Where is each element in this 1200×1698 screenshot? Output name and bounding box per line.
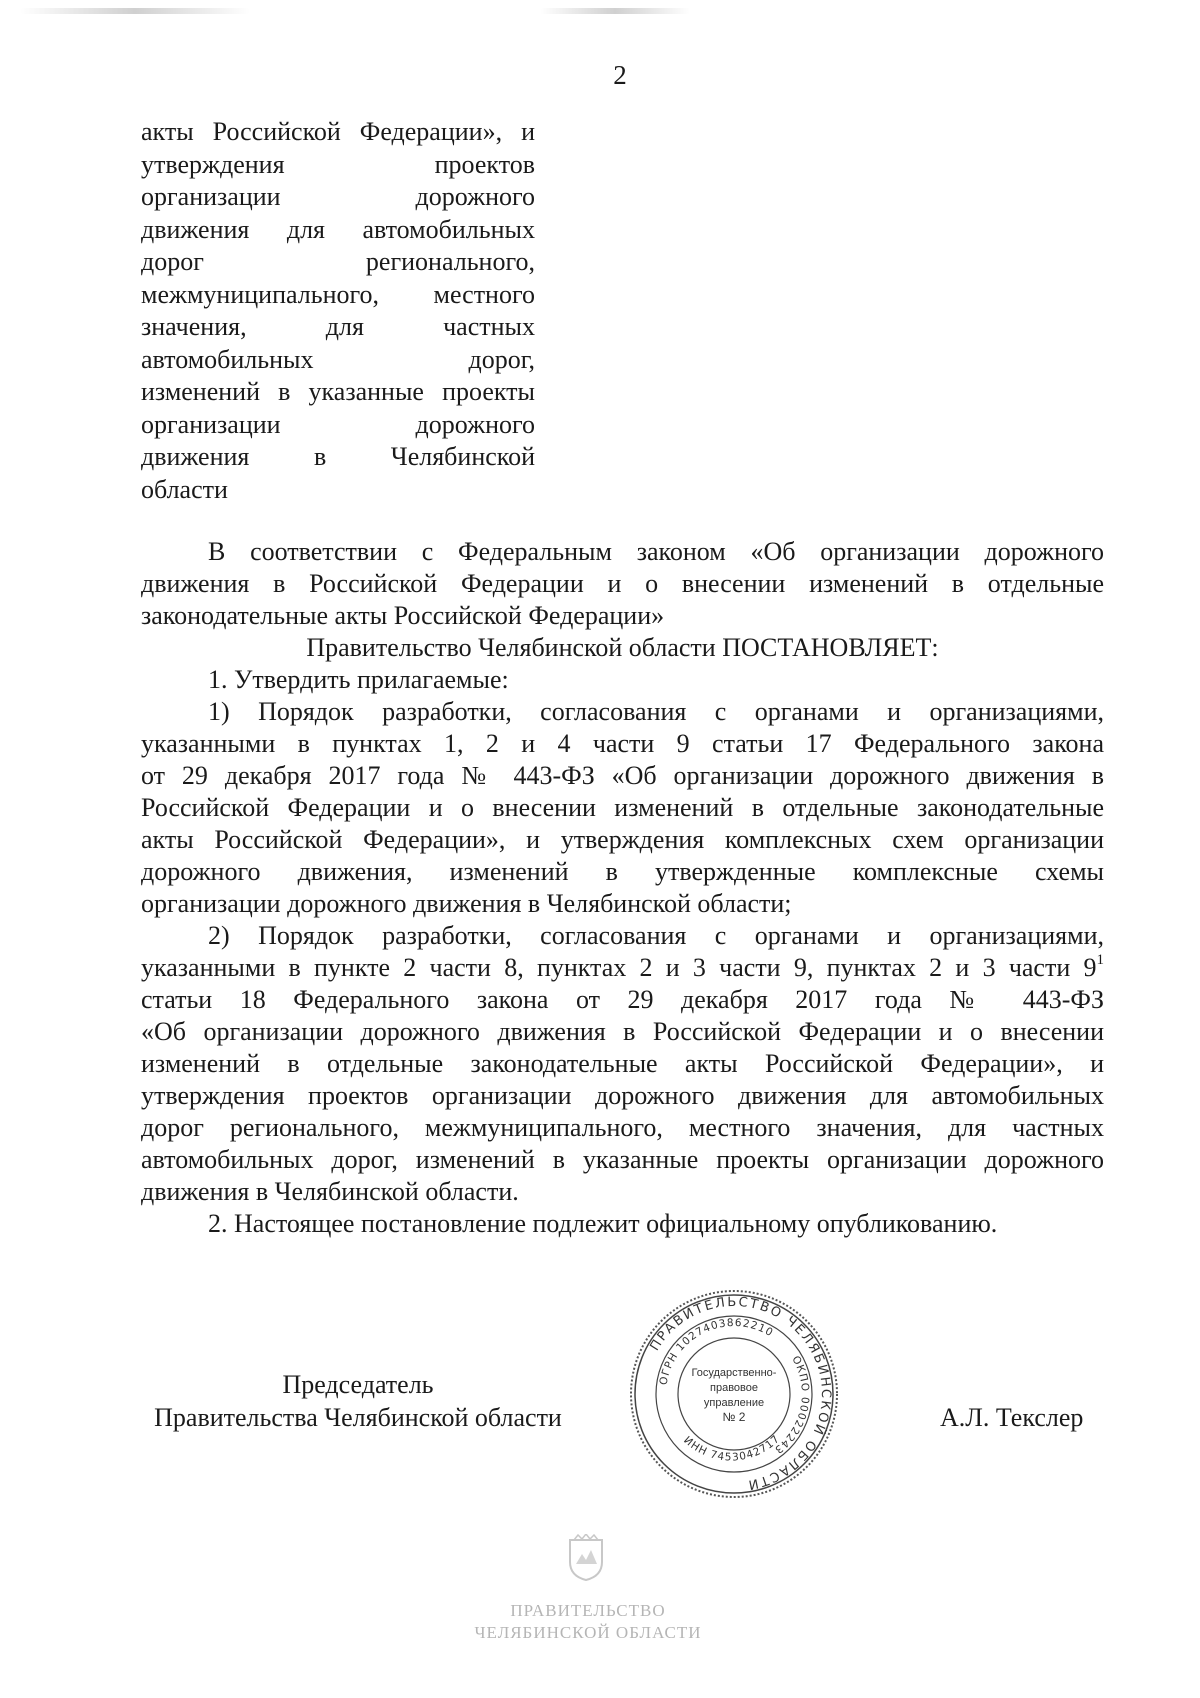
- title-line: организации дорожного: [141, 409, 535, 439]
- stamp-center-line: управление: [703, 1397, 765, 1409]
- stamp-ogrn: ОГРН 1027403862210: [657, 1316, 776, 1387]
- page-number: 2: [613, 60, 627, 90]
- text-segment: указанными в пункте 2 части 8, пунктах 2 и 3 части 9, пунктах 2 и 3 части 9: [141, 953, 1097, 982]
- stamp-center-line: № 2: [722, 1410, 746, 1424]
- text-line: «Об организации дорожного движения в Российской Федерации и о внесении: [141, 1017, 1104, 1046]
- stamp-outer-text: ПРАВИТЕЛЬСТВО ЧЕЛЯБИНСКОЙ ОБЛАСТИ: [647, 1294, 834, 1493]
- text-line: акты Российской Федерации», и утверждения комплексных схем организации: [141, 825, 1104, 854]
- signatory-role: [133, 1368, 583, 1434]
- text-line: [141, 952, 1104, 984]
- official-stamp: [628, 1288, 840, 1500]
- title-line: организации дорожного: [141, 182, 535, 211]
- text-line: дорожного движения, изменений в утвержденные комплексные схемы: [141, 857, 1104, 886]
- stamp-center-line: Государственно-: [691, 1367, 777, 1379]
- title-line: движения для автомобильных: [141, 214, 535, 244]
- text-line: Российской Федерации и о внесении изменений в отдельные законодательные: [141, 793, 1104, 822]
- text-line: 2) Порядок разработки, согласования с органами и организациями,: [208, 921, 1104, 950]
- text-line: В соответствии с Федеральным законом «Об организации дорожного: [208, 537, 1104, 566]
- stamp-center-line: правовое: [710, 1382, 758, 1394]
- text-line: изменений в отдельные законодательные акты Российской Федерации», и: [141, 1049, 1104, 1078]
- title-line: дорог регионального,: [141, 247, 535, 276]
- item-1-subitem-1: [141, 696, 1104, 920]
- text-line: автомобильных дорог, изменений в указанные проекты организации дорожного: [141, 1145, 1104, 1174]
- svg-text:ИНН 7453042717: [681, 1433, 782, 1464]
- title-line: значения, для частных: [141, 312, 535, 341]
- superscript: 1: [1096, 952, 1104, 969]
- text-line: утверждения проектов организации дорожного движения для автомобильных: [141, 1081, 1104, 1110]
- text-line: законодательные акты Российской Федерации»: [141, 601, 665, 630]
- title-line: движения в Челябинской: [141, 442, 535, 471]
- text-line: 1) Порядок разработки, согласования с органами и организациями,: [208, 697, 1104, 726]
- title-line: акты Российской Федерации», и: [141, 117, 535, 146]
- role-line: Правительства Челябинской области: [154, 1403, 562, 1432]
- item-1: 1. Утвердить прилагаемые:: [208, 665, 509, 694]
- scan-artifact: [20, 8, 250, 14]
- stamp-inn: ИНН 7453042717: [681, 1432, 783, 1464]
- stamp-okpo: ОКПО 00022243: [771, 1354, 812, 1457]
- title-line: области: [141, 474, 228, 504]
- title-line: межмуниципального, местного: [141, 279, 535, 309]
- text-line: статьи 18 Федерального закона от 29 декабря 2017 года № 443-ФЗ: [141, 985, 1104, 1014]
- item-1-subitem-2: [141, 920, 1104, 1208]
- signatory-name: А.Л. Текслер: [940, 1403, 1084, 1432]
- text-line: от 29 декабря 2017 года № 443-ФЗ «Об организации дорожного движения в: [141, 761, 1104, 790]
- coat-of-arms-icon: [564, 1534, 608, 1582]
- footer-line: ЧЕЛЯБИНСКОЙ ОБЛАСТИ: [474, 1623, 702, 1642]
- title-line: автомобильных дорог,: [141, 344, 535, 374]
- decree-line: Правительство Челябинской области ПОСТАНОВЛЯЕТ:: [306, 633, 939, 662]
- scan-artifact: [540, 8, 690, 14]
- text-line: указанными в пунктах 1, 2 и 4 части 9 статьи 17 Федерального закона: [141, 729, 1104, 758]
- text-line: движения в Российской Федерации и о внесении изменений в отдельные: [141, 569, 1104, 598]
- preamble-paragraph: [141, 536, 1104, 632]
- footer-line: ПРАВИТЕЛЬСТВО: [510, 1601, 666, 1620]
- text-line: дорог регионального, межмуниципального, местного значения, для частных: [141, 1113, 1104, 1142]
- item-2: 2. Настоящее постановление подлежит официальному опубликованию.: [208, 1209, 998, 1238]
- role-line: Председатель: [282, 1370, 434, 1399]
- document-title-block: [141, 116, 535, 506]
- title-line: изменений в указанные проекты: [141, 377, 535, 406]
- title-line: утверждения проектов: [141, 149, 535, 179]
- text-line: организации дорожного движения в Челябинской области;: [141, 889, 792, 918]
- document-body: [141, 536, 1104, 1240]
- footer-organization: [470, 1600, 706, 1644]
- text-line: движения в Челябинской области.: [141, 1177, 519, 1206]
